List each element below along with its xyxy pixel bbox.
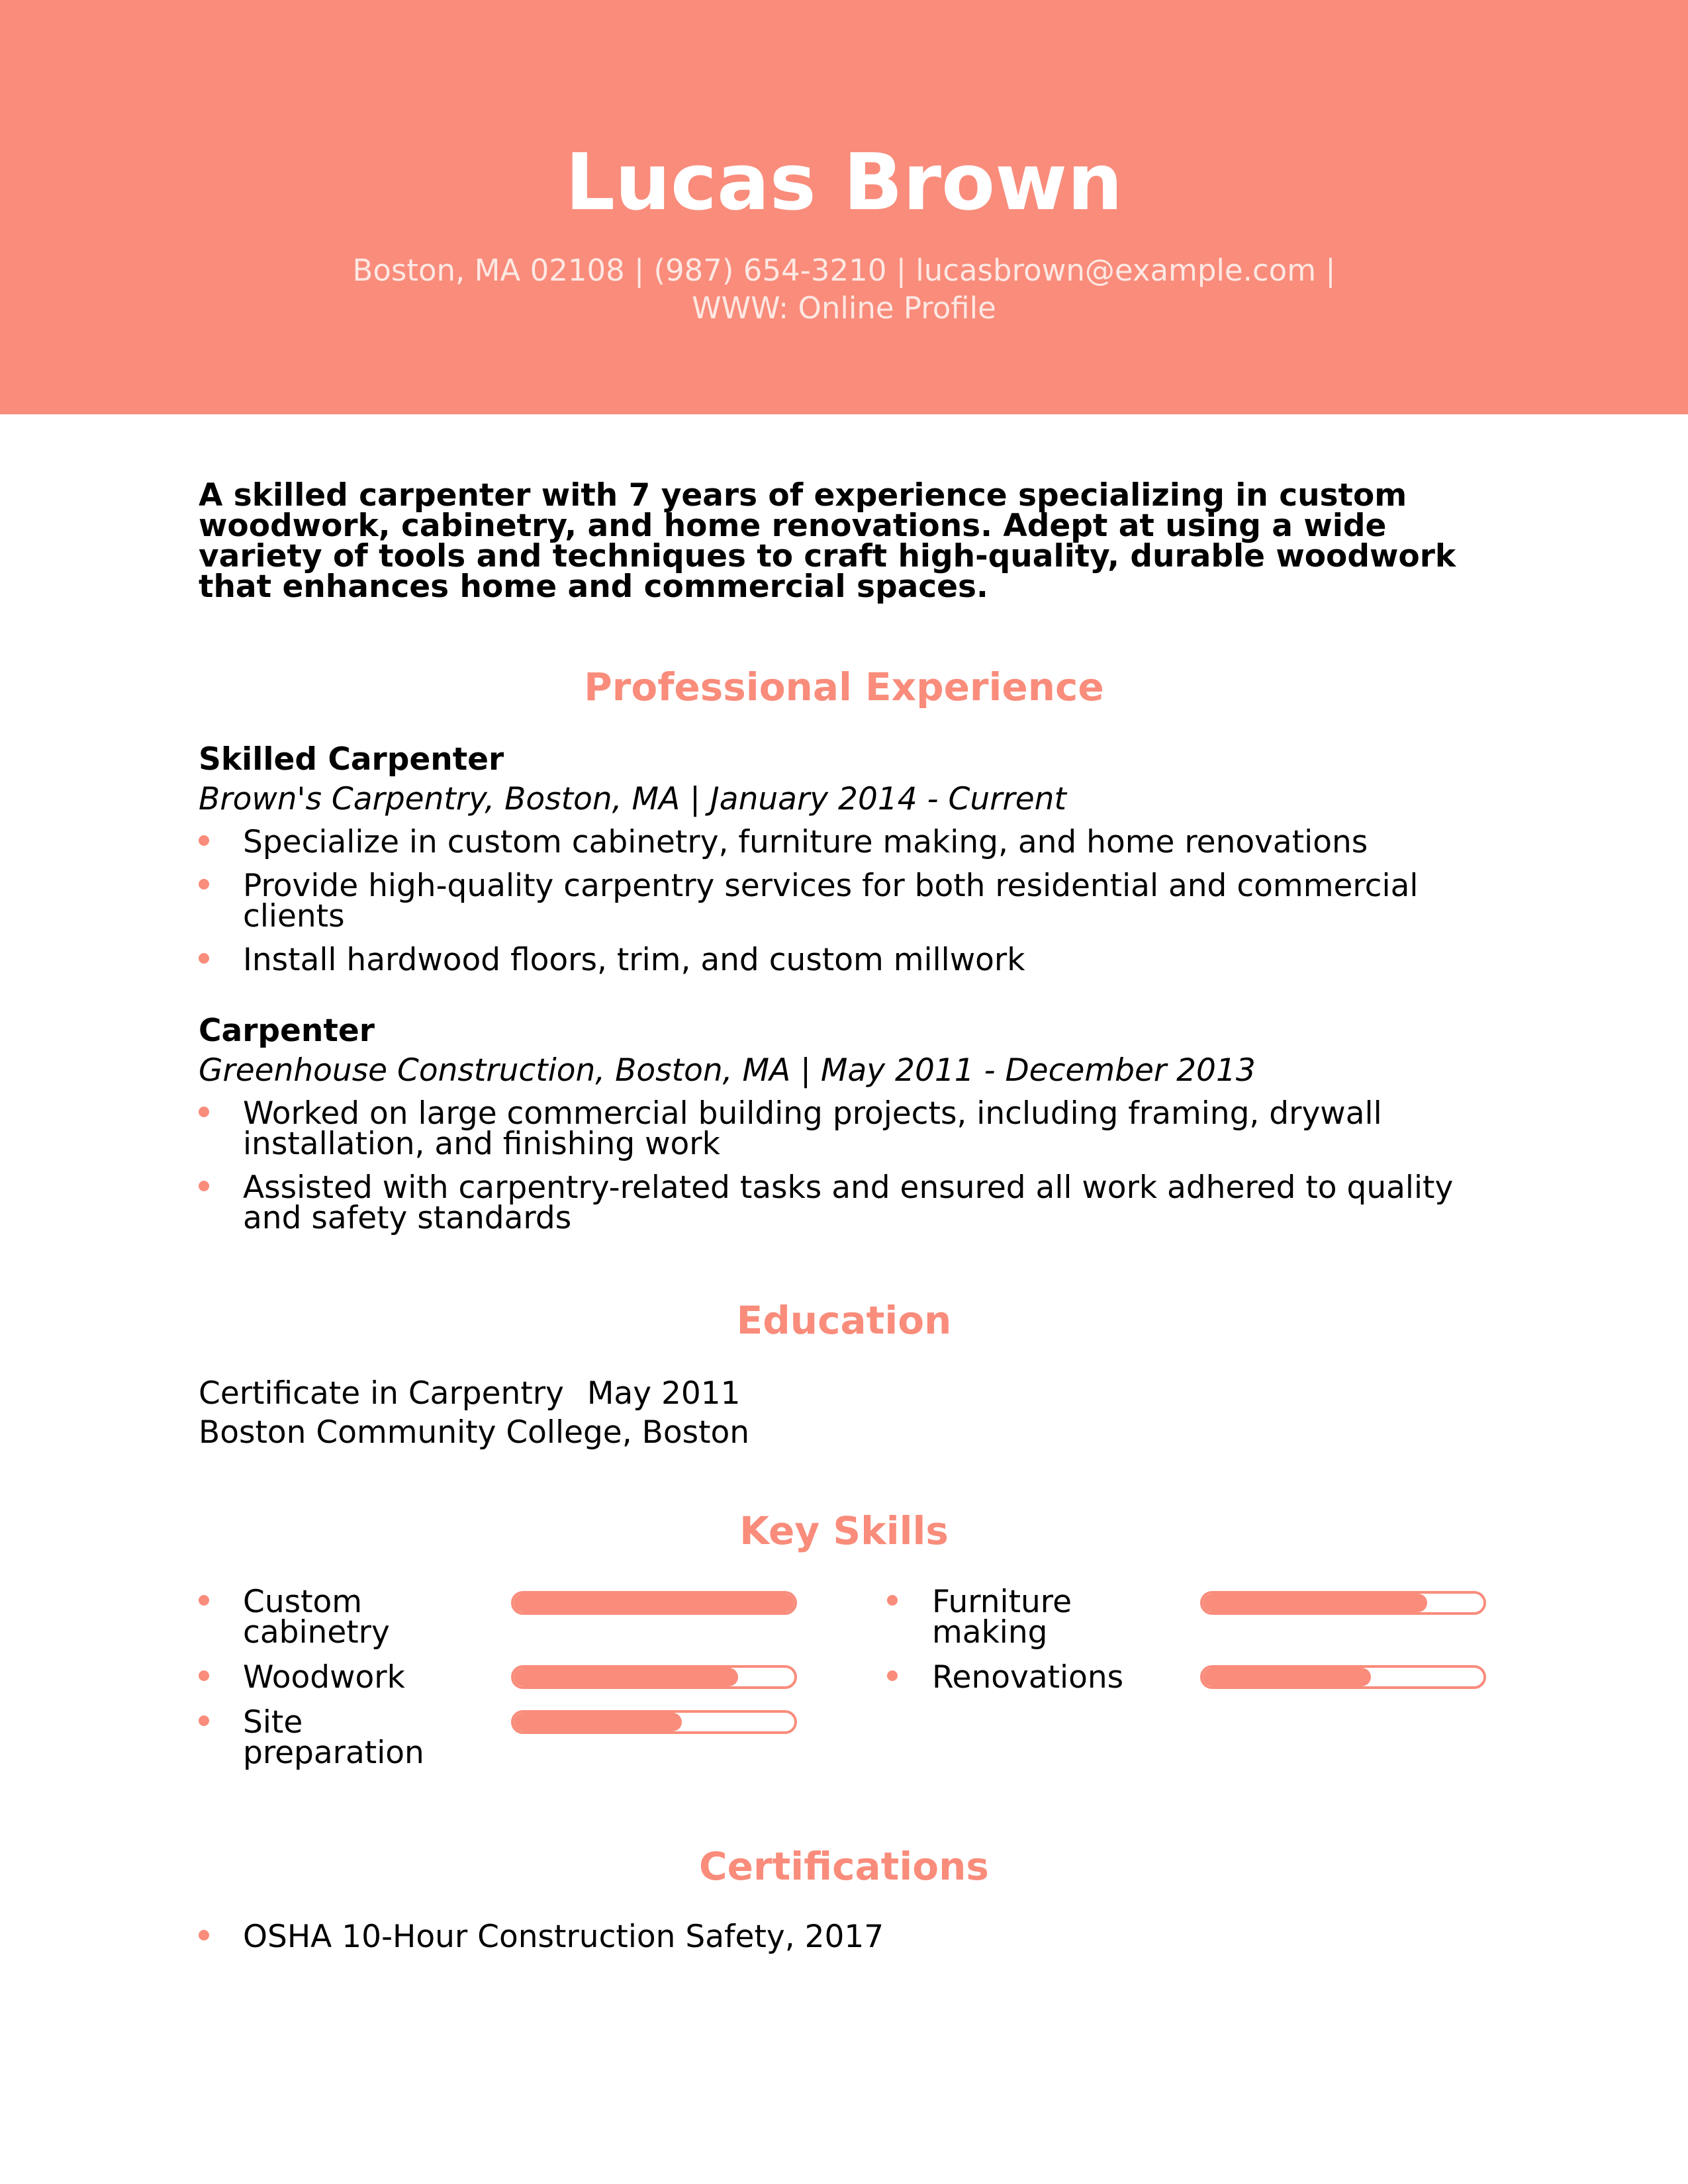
skill-label: Site preparation [243,1704,424,1771]
skill-label: Renovations [932,1659,1124,1696]
list-item: Specialize in custom cabinetry, furniture making, and home renovations [199,827,1496,858]
job-title: Carpenter [199,1013,375,1049]
skill-level-bar [511,1591,797,1615]
job-title: Skilled Carpenter [199,741,504,778]
skill-level-bar [511,1665,797,1689]
bullet-icon [887,1670,898,1681]
school: Boston Community College, Boston [199,1414,750,1451]
bullet-icon [199,1670,209,1681]
cert-bullets [199,1919,1496,1955]
education-date: May 2011 [586,1375,741,1412]
skill-level-fill [514,1668,738,1686]
list-item: OSHA 10-Hour Construction Safety, 2017 [199,1922,1496,1952]
list-item: Assisted with carpentry-related tasks and ensured all work adhered to quality and safety standards [199,1173,1496,1234]
skill-level-fill [1203,1594,1427,1612]
skill-label: Custom cabinetry [243,1584,390,1651]
section-title-skills: Key Skills [739,1508,949,1553]
skill-level-fill [514,1713,682,1731]
job-meta: Brown's Carpentry, Boston, MA | January 2014 - Current [199,781,1066,817]
skill-level-fill [1203,1668,1371,1686]
skill-label: Woodwork [243,1659,405,1696]
section-title-experience: Professional Experience [584,664,1104,709]
candidate-name: Lucas Brown [565,136,1123,228]
bullet-icon [199,1715,209,1726]
section-title-certifications: Certifications [699,1844,989,1889]
job-meta: Greenhouse Construction, Boston, MA | May 2011 - December 2013 [199,1052,1256,1089]
section-title-education: Education [736,1298,952,1343]
list-item: Install hardwood floors, trim, and custom millwork [199,945,1496,976]
contact-line-2: WWW: Online Profile [692,291,996,326]
skill-level-bar [1200,1665,1486,1689]
list-item: Worked on large commercial building projects, including framing, drywall installation, and finishing work [199,1099,1496,1160]
skill-label: Furniture making [932,1584,1072,1651]
certifications-list [199,1919,1496,1966]
contact-line-1: Boston, MA 02108 | (987) 654-3210 | lucasbrown@example.com | [352,253,1336,288]
skill-level-fill [514,1594,794,1612]
list-item: Provide high-quality carpentry services for both residential and commercial clients [199,871,1496,932]
skill-level-bar [1200,1591,1486,1615]
skill-level-bar [511,1710,797,1734]
summary-text: A skilled carpenter with 7 years of experience specializing in custom woodwork, cabinetry, and home renovations. Adept at using a wide variety of tools and techniques to craft high-quality, durable woodwork that enhances home and commercial spaces. [199,477,1456,605]
bullet-icon [887,1595,898,1606]
degree: Certificate in Carpentry [199,1375,564,1412]
bullet-icon [199,1595,209,1606]
bullet-icon [199,1930,209,1940]
